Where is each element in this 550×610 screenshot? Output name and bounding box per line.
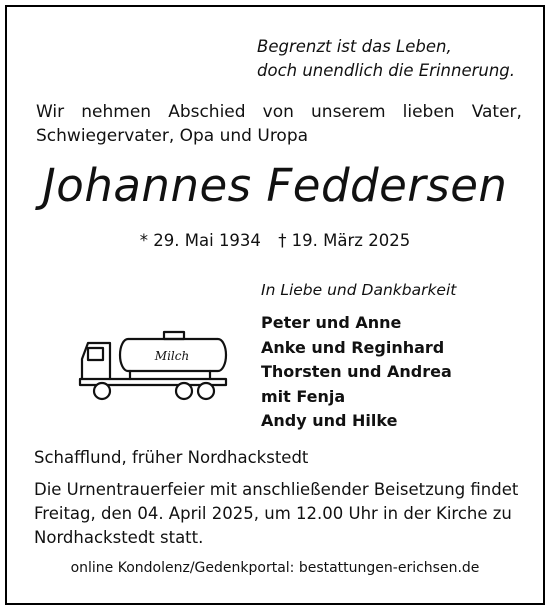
intro-line-1 xyxy=(36,100,522,124)
death-date: † 19. März 2025 xyxy=(278,231,411,250)
truck-wheel xyxy=(198,383,214,399)
funeral-info-line: Die Urnentrauerfeier mit anschließender Beisetzung findet xyxy=(34,480,519,499)
funeral-info xyxy=(34,478,518,550)
mourner-name: Anke und Reginhard xyxy=(261,337,445,357)
truck-hatch xyxy=(164,332,184,339)
mourners-intro: In Liebe und Dankbarkeit xyxy=(261,281,457,299)
birth-date: * 29. Mai 1934 xyxy=(139,231,261,250)
memorial-quote xyxy=(257,35,515,83)
quote-line-2: doch unendlich die Erinnerung. xyxy=(257,61,516,80)
intro-word: Vater, xyxy=(471,102,522,122)
truck-wheel xyxy=(94,383,110,399)
intro-word: unserem xyxy=(311,102,386,122)
mourner-name: Andy und Hilke xyxy=(261,411,398,430)
intro-word: Abschied xyxy=(168,102,246,122)
residence: Schafflund, früher Nordhackstedt xyxy=(34,448,309,467)
condolence-portal: online Kondolenz/Gedenkportal: bestattungen-erichsen.de xyxy=(70,560,480,576)
mourners-list xyxy=(261,311,452,434)
intro-word: von xyxy=(262,102,294,122)
life-dates xyxy=(7,231,543,250)
mourner-name: mit Fenja xyxy=(261,386,346,406)
intro-word: Wir xyxy=(36,102,65,122)
intro-line-2: Schwiegervater, Opa und Uropa xyxy=(36,126,309,146)
intro-word: lieben xyxy=(402,102,455,122)
truck-wheel xyxy=(176,383,192,399)
funeral-info-line: Freitag, den 04. April 2025, um 12.00 Uhr in der Kirche zu xyxy=(34,504,512,523)
mourner-name: Thorsten und Andrea xyxy=(261,362,452,381)
truck-window xyxy=(88,348,103,360)
announcement-intro xyxy=(36,100,522,148)
quote-line-1: Begrenzt ist das Leben, xyxy=(257,37,452,56)
intro-word: nehmen xyxy=(81,102,152,122)
mourner-name: Peter und Anne xyxy=(261,313,402,332)
deceased-name: Johannes Feddersen xyxy=(42,159,508,212)
obituary-card xyxy=(5,5,545,605)
milk-truck-icon xyxy=(72,325,232,405)
tank-label: Milch xyxy=(154,349,190,363)
funeral-info-line: Nordhackstedt statt. xyxy=(34,528,204,547)
